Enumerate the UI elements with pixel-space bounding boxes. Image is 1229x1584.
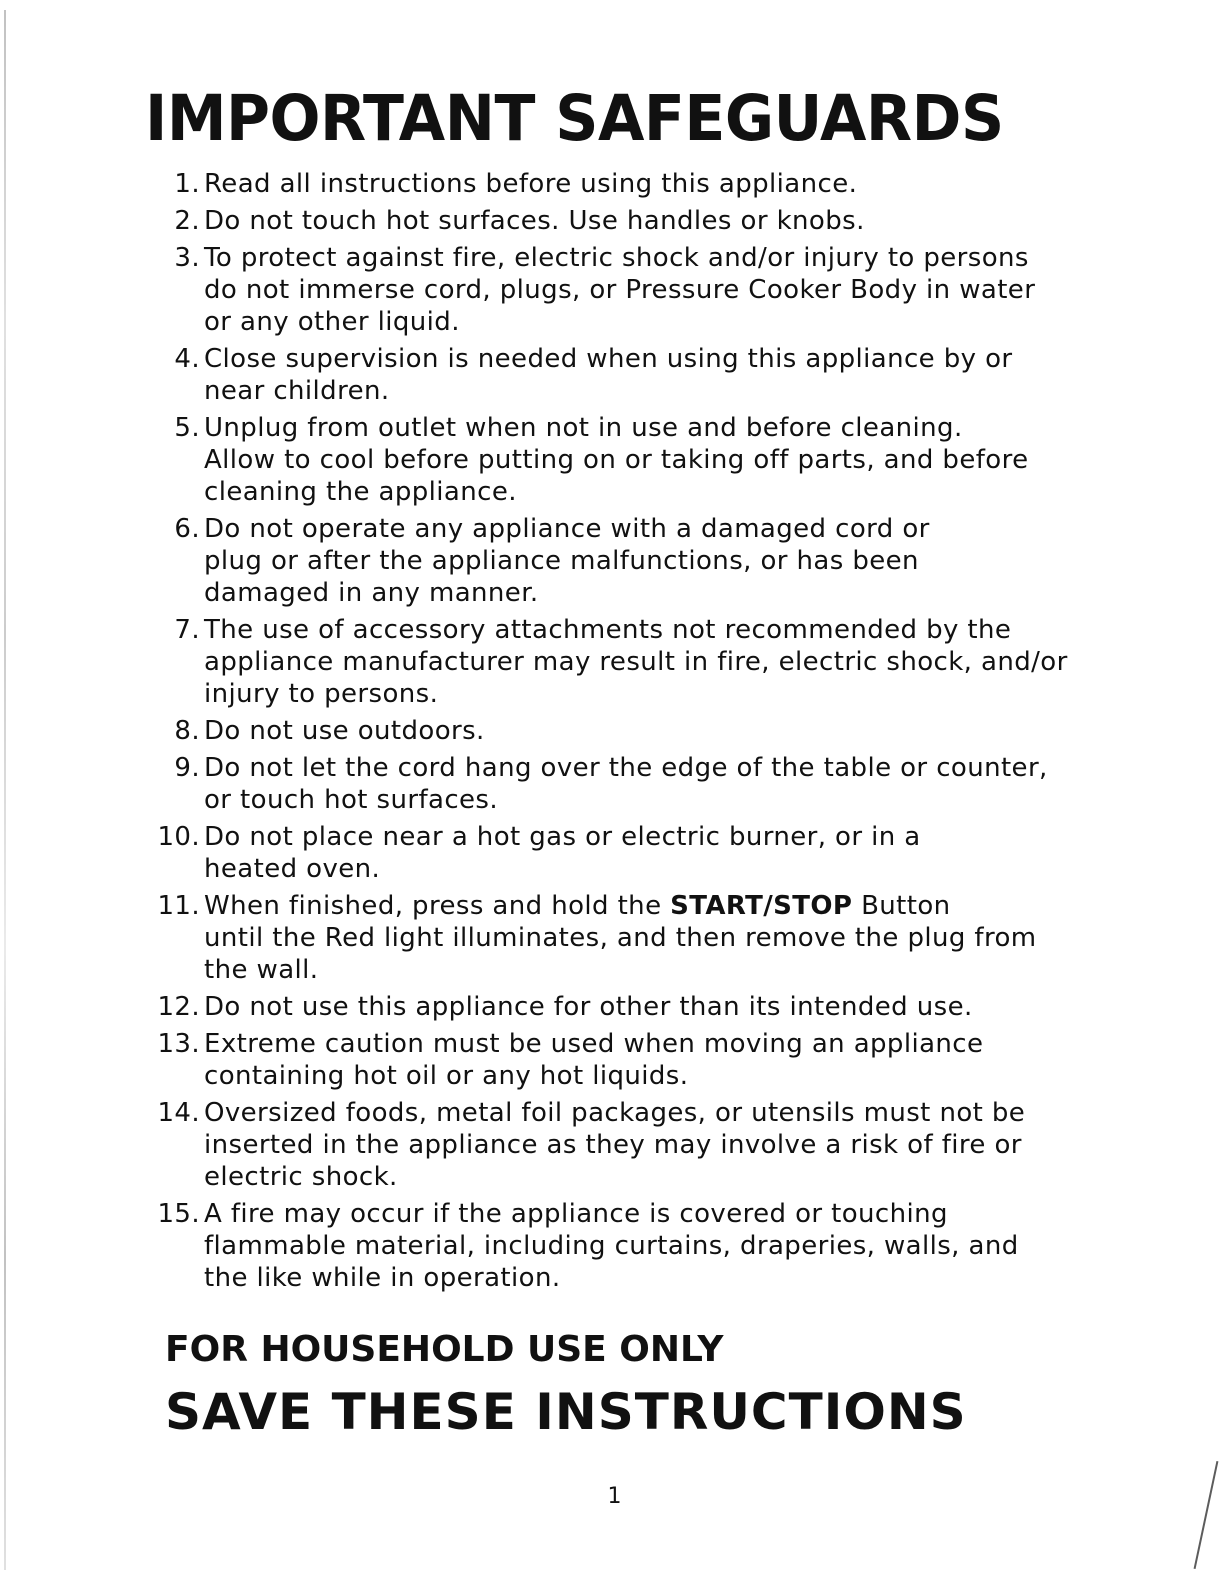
item-number: 7. xyxy=(174,615,200,645)
page-title: IMPORTANT SAFEGUARDS xyxy=(145,82,1004,156)
safeguard-item xyxy=(145,242,1125,338)
safeguard-item xyxy=(145,1198,1125,1294)
item-number: 14. xyxy=(157,1098,200,1128)
safeguard-item xyxy=(145,513,1125,609)
item-number: 6. xyxy=(174,514,200,544)
document-page xyxy=(145,80,1125,1442)
item-text: Do not place near a hot gas or electric burner, or in a heated oven. xyxy=(204,822,921,884)
safeguard-item xyxy=(145,343,1125,407)
item-text: Unplug from outlet when not in use and before cleaning. Allow to cool before putting on or taking off parts, and before cleaning the appliance. xyxy=(204,413,1029,507)
item-number: 15. xyxy=(157,1199,200,1229)
household-use-heading: FOR HOUSEHOLD USE ONLY xyxy=(165,1329,724,1370)
item-text-after: Button until the Red light illuminates, and then remove the plug from the wall. xyxy=(204,891,1037,985)
safeguard-item xyxy=(145,168,1125,200)
item-text: Read all instructions before using this appliance. xyxy=(204,169,858,199)
safeguard-item xyxy=(145,205,1125,237)
item-text: Do not use this appliance for other than its intended use. xyxy=(204,992,973,1022)
item-number: 1. xyxy=(174,169,200,199)
save-instructions-heading: SAVE THESE INSTRUCTIONS xyxy=(165,1383,967,1441)
item-text: To protect against fire, electric shock and/or injury to persons do not immerse cord, plugs, or Pressure Cooker Body in water or any other liquid. xyxy=(204,243,1036,337)
safeguard-item xyxy=(145,715,1125,747)
item-text-before: When finished, press and hold the xyxy=(204,891,671,921)
item-text: Oversized foods, metal foil packages, or utensils must not be inserted in the appliance as they may involve a risk of fire or electric shock. xyxy=(204,1098,1026,1192)
safeguard-item xyxy=(145,991,1125,1023)
safeguard-item xyxy=(145,412,1125,508)
item-text: Do not touch hot surfaces. Use handles or knobs. xyxy=(204,206,865,236)
page-number: 1 xyxy=(607,1484,622,1509)
item-text: The use of accessory attachments not recommended by the appliance manufacturer may result in fire, electric shock, and/or injury to persons. xyxy=(204,615,1068,709)
item-number: 3. xyxy=(174,243,200,273)
safeguards-list xyxy=(145,168,1125,1294)
item-number: 12. xyxy=(157,992,200,1022)
item-text xyxy=(204,890,1125,986)
safeguard-item xyxy=(145,752,1125,816)
item-number: 9. xyxy=(174,753,200,783)
item-text: Extreme caution must be used when moving an appliance containing hot oil or any hot liquids. xyxy=(204,1029,984,1091)
scan-left-edge xyxy=(4,10,6,1570)
scan-right-mark xyxy=(1194,1461,1219,1569)
item-text: A fire may occur if the appliance is covered or touching flammable material, including curtains, draperies, walls, and the like while in operation. xyxy=(204,1199,1019,1293)
item-number: 5. xyxy=(174,413,200,443)
item-number: 4. xyxy=(174,344,200,374)
item-number: 8. xyxy=(174,716,200,746)
item-number: 2. xyxy=(174,206,200,236)
item-text: Do not let the cord hang over the edge of the table or counter, or touch hot surfaces. xyxy=(204,753,1048,815)
item-number: 11. xyxy=(157,891,200,921)
start-stop-label: START/STOP xyxy=(670,891,853,921)
safeguard-item xyxy=(145,614,1125,710)
item-text: Close supervision is needed when using this appliance by or near children. xyxy=(204,344,1013,406)
item-text: Do not operate any appliance with a damaged cord or plug or after the appliance malfunctions, or has been damaged in any manner. xyxy=(204,514,930,608)
item-text: Do not use outdoors. xyxy=(204,716,485,746)
safeguard-item xyxy=(145,1097,1125,1193)
safeguard-item xyxy=(145,890,1125,986)
item-number: 13. xyxy=(157,1029,200,1059)
safeguard-item xyxy=(145,1028,1125,1092)
safeguard-item xyxy=(145,821,1125,885)
item-number: 10. xyxy=(157,822,200,852)
